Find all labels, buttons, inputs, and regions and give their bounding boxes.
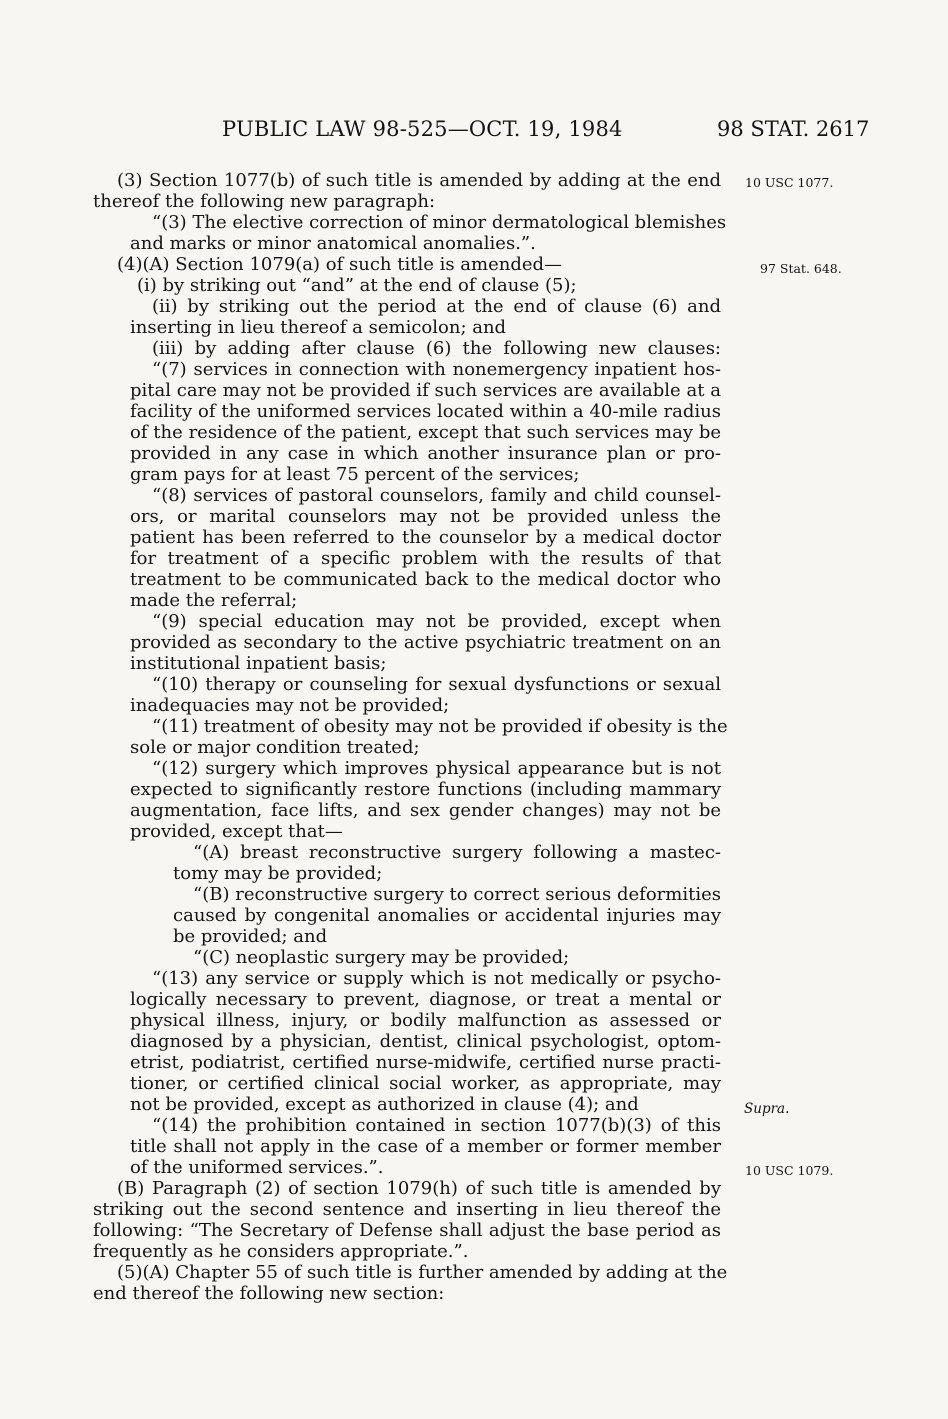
- text-line: augmentation, face lifts, and sex gender changes) may not be: [130, 800, 721, 821]
- text-line: “(11) treatment of obesity may not be provided if obesity is the: [152, 716, 728, 737]
- text-line: “(C) neoplastic surgery may be provided;: [193, 947, 570, 968]
- text-line: inadequacies may not be provided;: [130, 695, 450, 716]
- text-line: and marks or minor anatomical anomalies.”.: [130, 233, 536, 254]
- text-line: physical illness, injury, or bodily malfunction as assessed or: [130, 1010, 721, 1031]
- text-line: provided in any case in which another insurance plan or pro-: [130, 443, 721, 464]
- text-line: be provided; and: [173, 926, 328, 947]
- text-line: (i) by striking out “and” at the end of clause (5);: [137, 275, 577, 296]
- text-line: ors, or marital counselors may not be provided unless the: [130, 506, 721, 527]
- text-line: provided as secondary to the active psychiatric treatment on an: [130, 632, 721, 653]
- running-head: [0, 117, 948, 149]
- text-line: (ii) by striking out the period at the end of clause (6) and: [152, 296, 721, 317]
- text-line: sole or major condition treated;: [130, 737, 420, 758]
- text-line: treatment to be communicated back to the medical doctor who: [130, 569, 721, 590]
- text-line: “(14) the prohibition contained in section 1077(b)(3) of this: [152, 1115, 721, 1136]
- text-line: title shall not apply in the case of a member or former member: [130, 1136, 721, 1157]
- text-line: inserting in lieu thereof a semicolon; and: [130, 317, 507, 338]
- text-line: end thereof the following new section:: [93, 1283, 445, 1304]
- text-line: gram pays for at least 75 percent of the services;: [130, 464, 580, 485]
- text-line: “(9) special education may not be provided, except when: [152, 611, 721, 632]
- text-line: tioner, or certified clinical social worker, as appropriate, may: [130, 1073, 721, 1094]
- text-line: not be provided, except as authorized in clause (4); and: [130, 1094, 639, 1115]
- text-line: striking out the second sentence and inserting in lieu thereof the: [93, 1199, 721, 1220]
- header-stat-page: 98 STAT. 2617: [717, 117, 870, 141]
- text-line: frequently as he considers appropriate.”.: [93, 1241, 469, 1262]
- text-line: diagnosed by a physician, dentist, clinical psychologist, optom-: [130, 1031, 721, 1052]
- text-line: “(13) any service or supply which is not medically or psycho-: [152, 968, 721, 989]
- text-line: (5)(A) Chapter 55 of such title is further amended by adding at the: [117, 1262, 728, 1283]
- text-line: “(12) surgery which improves physical appearance but is not: [152, 758, 721, 779]
- text-line: provided, except that—: [130, 821, 343, 842]
- text-line: “(B) reconstructive surgery to correct serious deformities: [193, 884, 721, 905]
- text-line: (iii) by adding after clause (6) the following new clauses:: [152, 338, 721, 359]
- text-line: caused by congenital anomalies or accidental injuries may: [173, 905, 721, 926]
- text-line: “(7) services in connection with nonemergency inpatient hos-: [152, 359, 721, 380]
- text-line: logically necessary to prevent, diagnose, or treat a mental or: [130, 989, 721, 1010]
- header-title: PUBLIC LAW 98-525—OCT. 19, 1984: [222, 117, 623, 141]
- text-line: (3) Section 1077(b) of such title is amended by adding at the end: [117, 170, 721, 191]
- text-line: made the referral;: [130, 590, 298, 611]
- text-line: (B) Paragraph (2) of section 1079(h) of such title is amended by: [117, 1178, 721, 1199]
- text-line: patient has been referred to the counselor by a medical doctor: [130, 527, 721, 548]
- text-line: thereof the following new paragraph:: [93, 191, 436, 212]
- margin-note-stat-648: 97 Stat. 648.: [760, 261, 842, 276]
- text-line: etrist, podiatrist, certified nurse-midwife, certified nurse practi-: [130, 1052, 721, 1073]
- text-line: expected to significantly restore functions (including mammary: [130, 779, 721, 800]
- margin-note-usc-1079: 10 USC 1079.: [745, 1163, 834, 1178]
- text-line: of the uniformed services.”.: [130, 1157, 384, 1178]
- text-line: “(8) services of pastoral counselors, family and child counsel-: [152, 485, 721, 506]
- text-line: facility of the uniformed services located within a 40-mile radius: [130, 401, 721, 422]
- margin-note-usc-1077: 10 USC 1077.: [745, 175, 834, 190]
- text-line: institutional inpatient basis;: [130, 653, 387, 674]
- text-line: of the residence of the patient, except that such services may be: [130, 422, 721, 443]
- text-line: (4)(A) Section 1079(a) of such title is amended—: [117, 254, 563, 275]
- text-line: tomy may be provided;: [173, 863, 383, 884]
- margin-note-supra: Supra.: [744, 1101, 790, 1117]
- text-line: for treatment of a specific problem with the results of that: [130, 548, 721, 569]
- text-line: pital care may not be provided if such services are available at a: [130, 380, 721, 401]
- text-line: “(A) breast reconstructive surgery following a mastec-: [193, 842, 721, 863]
- text-line: following: “The Secretary of Defense shall adjust the base period as: [93, 1220, 721, 1241]
- text-line: “(10) therapy or counseling for sexual dysfunctions or sexual: [152, 674, 721, 695]
- text-line: “(3) The elective correction of minor dermatological blemishes: [152, 212, 727, 233]
